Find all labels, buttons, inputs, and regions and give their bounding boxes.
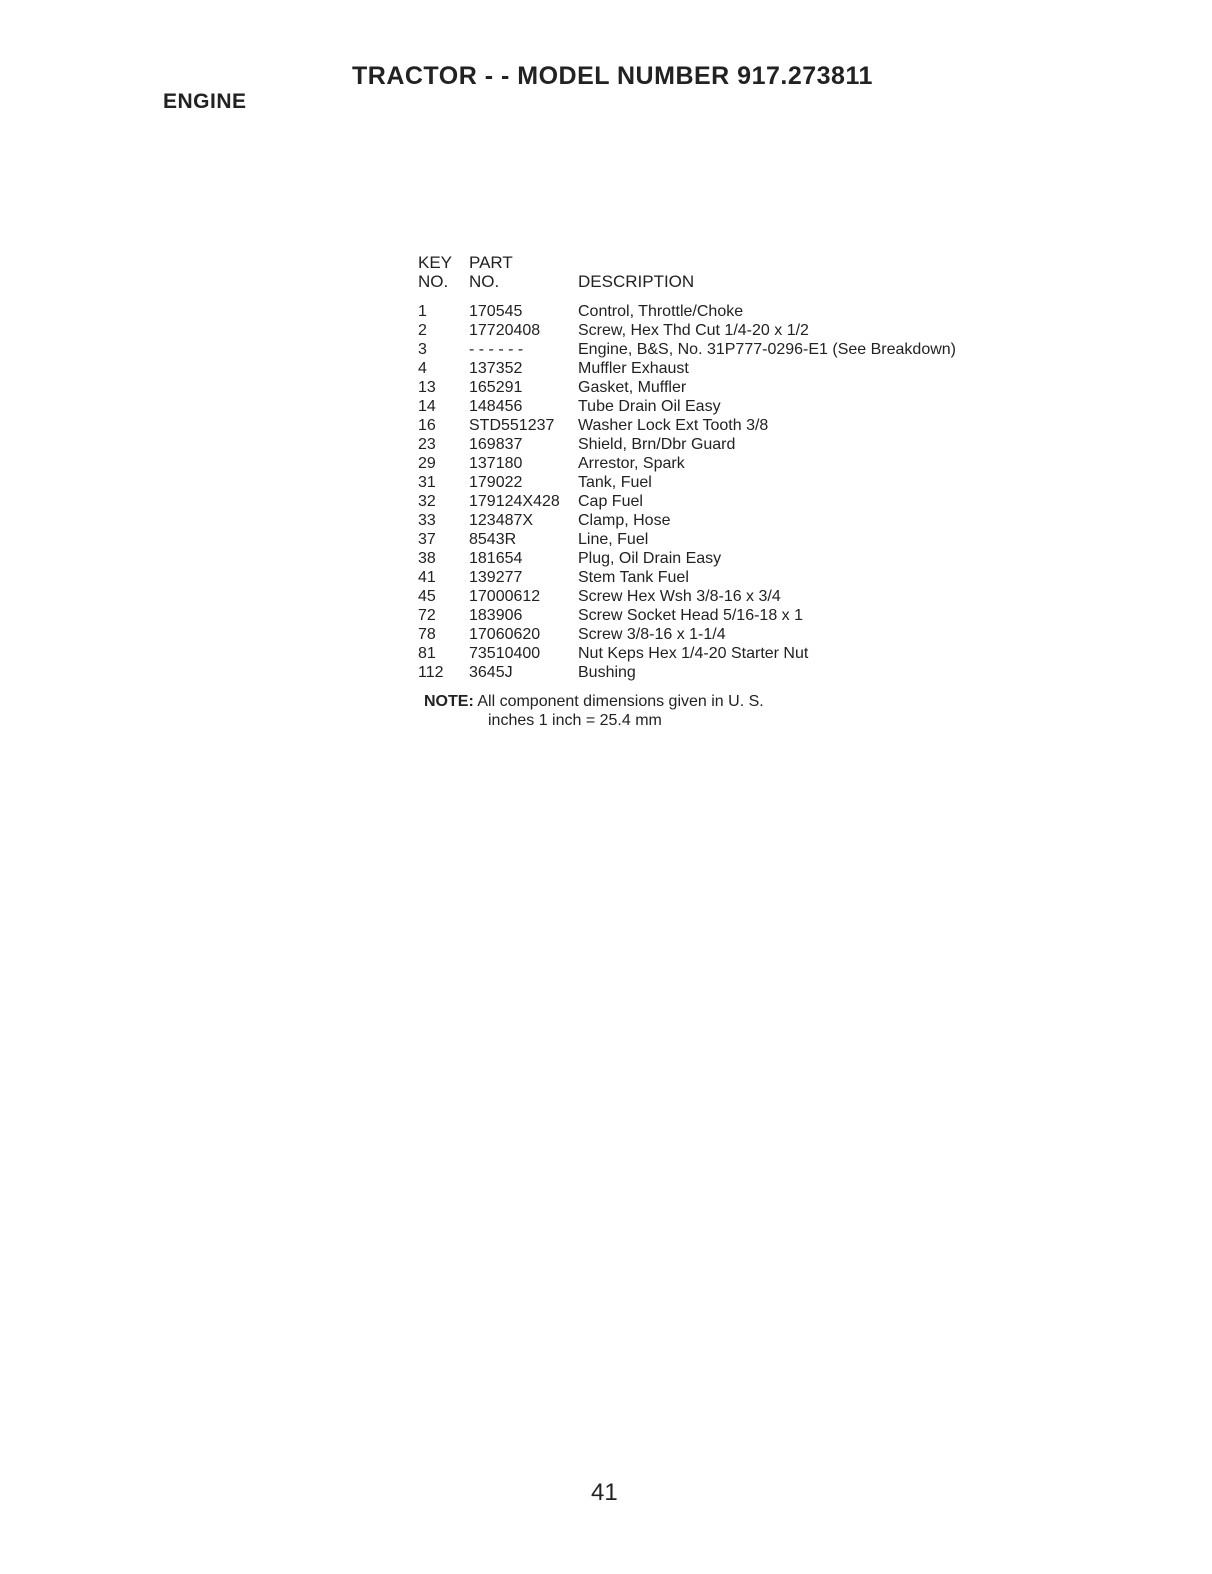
table-row — [418, 303, 1018, 322]
table-row — [418, 588, 1018, 607]
part-description: Clamp, Hose — [578, 512, 671, 529]
note-line1: All component dimensions given in U. S. — [477, 693, 764, 710]
table-row — [418, 645, 1018, 664]
table-row — [418, 664, 1018, 683]
part-no: 123487X — [469, 512, 534, 529]
part-no: 179124X428 — [469, 493, 560, 510]
key-no: 31 — [418, 474, 436, 491]
part-description: Cap Fuel — [578, 493, 643, 510]
key-no: 4 — [418, 360, 427, 377]
key-no: 78 — [418, 626, 436, 643]
part-description: Nut Keps Hex 1/4-20 Starter Nut — [578, 645, 809, 662]
note-label: NOTE: — [424, 693, 474, 710]
part-description: Tank, Fuel — [578, 474, 652, 491]
table-row — [418, 607, 1018, 626]
key-no: 1 — [418, 303, 427, 320]
part-no: 139277 — [469, 569, 523, 586]
table-row — [418, 436, 1018, 455]
key-no: 3 — [418, 341, 427, 358]
part-no: 137180 — [469, 455, 523, 472]
section-title: ENGINE — [163, 90, 247, 113]
parts-list — [418, 303, 1018, 683]
part-description: Screw Socket Head 5/16-18 x 1 — [578, 607, 804, 624]
part-description: Control, Throttle/Choke — [578, 303, 744, 320]
part-no: 165291 — [469, 379, 523, 396]
table-row — [418, 455, 1018, 474]
part-no: 169837 — [469, 436, 523, 453]
part-no: 183906 — [469, 607, 523, 624]
table-row — [418, 512, 1018, 531]
key-no: 38 — [418, 550, 436, 567]
part-description: Screw Hex Wsh 3/8-16 x 3/4 — [578, 588, 781, 605]
part-no: 73510400 — [469, 645, 541, 662]
part-description: Bushing — [578, 664, 636, 681]
part-no: 17000612 — [469, 588, 541, 605]
part-description: Engine, B&S, No. 31P777-0296-E1 (See Breakdown) — [578, 341, 957, 358]
part-description: Arrestor, Spark — [578, 455, 685, 472]
key-no: 13 — [418, 379, 436, 396]
table-row — [418, 569, 1018, 588]
key-no: 14 — [418, 398, 436, 415]
table-row — [418, 474, 1018, 493]
key-no: 112 — [418, 664, 444, 681]
table-row — [418, 341, 1018, 360]
table-row — [418, 417, 1018, 436]
table-row — [418, 493, 1018, 512]
part-description: Screw 3/8-16 x 1-1/4 — [578, 626, 726, 643]
table-row — [418, 626, 1018, 645]
page-number: 41 — [591, 1479, 618, 1506]
part-description: Screw, Hex Thd Cut 1/4-20 x 1/2 — [578, 322, 809, 339]
table-row — [418, 531, 1018, 550]
key-no-header: NO. — [418, 272, 449, 291]
part-no: 137352 — [469, 360, 523, 377]
key-no: 32 — [418, 493, 436, 510]
part-no: 17720408 — [469, 322, 541, 339]
note — [424, 692, 764, 730]
table-row — [418, 322, 1018, 341]
key-no: 81 — [418, 645, 436, 662]
part-no: 148456 — [469, 398, 523, 415]
note-line2: inches 1 inch = 25.4 mm — [488, 712, 662, 729]
part-description: Stem Tank Fuel — [578, 569, 689, 586]
part-description: Tube Drain Oil Easy — [578, 398, 721, 415]
part-no: 3645J — [469, 664, 513, 681]
key-no: 29 — [418, 455, 436, 472]
part-description: Plug, Oil Drain Easy — [578, 550, 722, 567]
part-no-header: NO. — [469, 272, 500, 291]
part-no: STD551237 — [469, 417, 555, 434]
part-no: 17060620 — [469, 626, 541, 643]
part-no: 170545 — [469, 303, 523, 320]
part-no: - - - - - - — [469, 341, 524, 358]
part-description: Shield, Brn/Dbr Guard — [578, 436, 736, 453]
key-no: 72 — [418, 607, 436, 624]
part-description: Gasket, Muffler — [578, 379, 687, 396]
description-header: DESCRIPTION — [578, 272, 695, 291]
key-no: 23 — [418, 436, 436, 453]
key-no: 16 — [418, 417, 436, 434]
table-row — [418, 398, 1018, 417]
part-description: Muffler Exhaust — [578, 360, 689, 377]
table-row — [418, 550, 1018, 569]
part-no: 179022 — [469, 474, 523, 491]
part-description: Line, Fuel — [578, 531, 649, 548]
key-no: 2 — [418, 322, 427, 339]
part-header: PART — [469, 253, 513, 272]
key-header: KEY — [418, 253, 453, 272]
part-no: 181654 — [469, 550, 523, 567]
document-title: TRACTOR - - MODEL NUMBER 917.273811 — [352, 62, 873, 90]
part-no: 8543R — [469, 531, 517, 548]
part-description: Washer Lock Ext Tooth 3/8 — [578, 417, 769, 434]
key-no: 33 — [418, 512, 436, 529]
key-no: 37 — [418, 531, 436, 548]
key-no: 45 — [418, 588, 436, 605]
table-row — [418, 360, 1018, 379]
table-row — [418, 379, 1018, 398]
key-no: 41 — [418, 569, 436, 586]
